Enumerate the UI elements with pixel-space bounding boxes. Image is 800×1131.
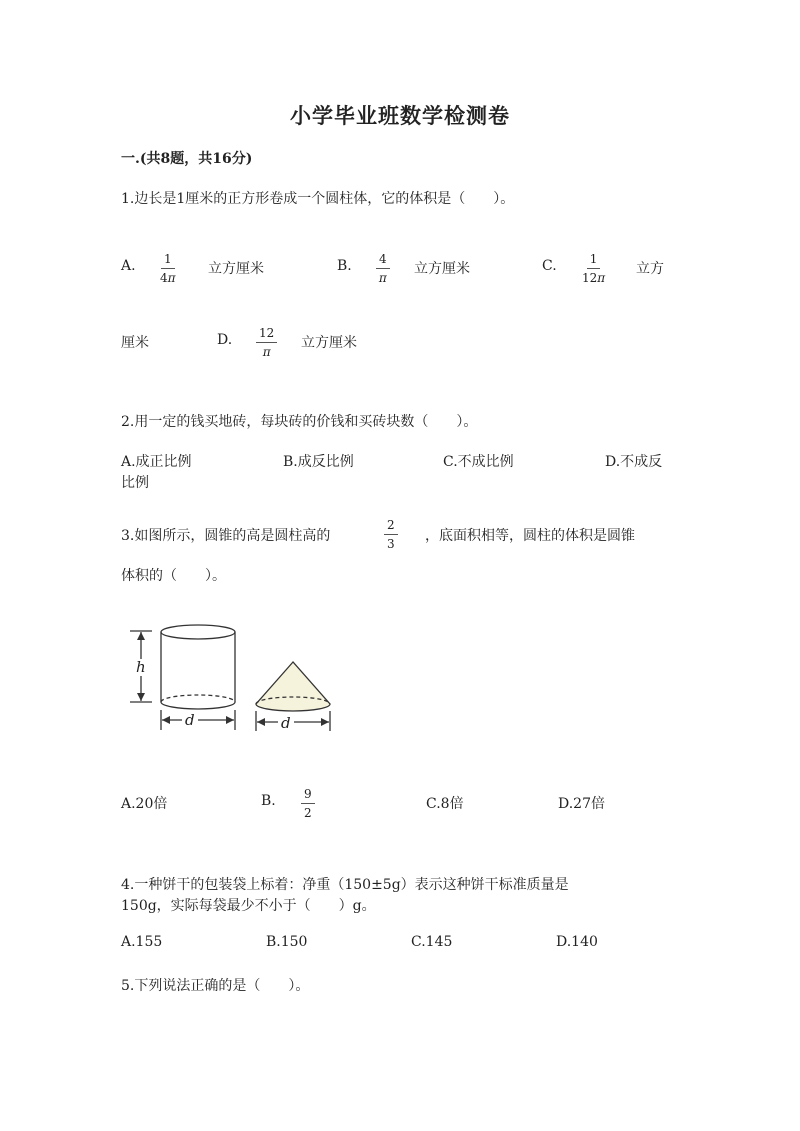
section-header: 一.(共8题，共16分) xyxy=(121,151,253,167)
question-3-stem-part-b: ，底面积相等，圆柱的体积是圆锥 xyxy=(425,528,635,544)
option-letter: B. xyxy=(261,793,276,809)
question-4-stem-line-2: 150g，实际每袋最少不小于（ ）g。 xyxy=(121,898,376,914)
option-fraction xyxy=(256,326,277,359)
fraction-denominator: 3 xyxy=(387,537,395,551)
question-2-option-d: D.不成反 xyxy=(605,454,663,470)
cylinder-diameter-label: d xyxy=(185,711,195,729)
fraction-denominator-symbol: π xyxy=(167,271,176,285)
question-4-option-b: B.150 xyxy=(266,934,308,950)
question-3-fraction xyxy=(384,518,398,551)
cylinder-bottom-back xyxy=(161,695,235,702)
question-2-option-c: C.不成比例 xyxy=(443,454,514,470)
cylinder-bottom-front xyxy=(161,702,235,709)
cylinder-arrowhead-left xyxy=(162,716,170,724)
fraction-numerator: 12 xyxy=(256,326,277,343)
question-3-option-a: A.20倍 xyxy=(121,796,168,812)
question-1-stem: 1.边长是1厘米的正方形卷成一个圆柱体，它的体积是（ ）。 xyxy=(121,191,515,207)
height-label: h xyxy=(136,658,146,676)
fraction-numerator: 2 xyxy=(384,518,398,535)
question-3-stem-part-c: 体积的（ ）。 xyxy=(121,568,226,584)
cylinder-cone-figure xyxy=(124,618,344,740)
fraction-denominator-number: 12 xyxy=(582,271,598,285)
fraction-numerator: 1 xyxy=(587,252,601,269)
option-unit: 立方厘米 xyxy=(208,261,264,277)
question-5-stem: 5.下列说法正确的是（ ）。 xyxy=(121,978,310,994)
question-3-option-c: C.8倍 xyxy=(426,796,464,812)
option-fraction xyxy=(160,252,176,285)
option-unit: 立方厘米 xyxy=(414,261,470,277)
option-fraction xyxy=(301,787,315,820)
question-4-option-a: A.155 xyxy=(121,934,163,950)
question-2-option-d-continuation: 比例 xyxy=(121,475,149,491)
question-2-stem: 2.用一定的钱买地砖，每块砖的价钱和买砖块数（ ）。 xyxy=(121,414,478,430)
question-3-option-d: D.27倍 xyxy=(558,796,605,812)
height-arrowhead-bottom xyxy=(137,693,145,701)
option-fraction xyxy=(376,252,390,285)
cone-diameter-label: d xyxy=(281,714,291,732)
fraction-numerator: 1 xyxy=(161,252,175,269)
question-2-option-a: A.成正比例 xyxy=(121,454,192,470)
cone-arrowhead-left xyxy=(257,718,265,726)
question-3-stem-part-a: 3.如图所示，圆锥的高是圆柱高的 xyxy=(121,528,331,544)
option-letter: B. xyxy=(337,258,352,274)
question-4-option-c: C.145 xyxy=(411,934,453,950)
cone-body xyxy=(256,662,330,711)
fraction-numerator: 4 xyxy=(376,252,390,269)
fraction-denominator: 2 xyxy=(304,806,312,820)
question-2-option-b: B.成反比例 xyxy=(283,454,354,470)
fraction-denominator-symbol: π xyxy=(378,271,387,285)
height-arrowhead-top xyxy=(137,632,145,640)
cylinder-arrowhead-right xyxy=(226,716,234,724)
fraction-denominator-symbol: π xyxy=(597,271,606,285)
option-fraction xyxy=(582,252,605,285)
fraction-denominator-symbol: π xyxy=(262,345,271,359)
question-4-option-d: D.140 xyxy=(556,934,598,950)
cylinder-top xyxy=(161,625,235,639)
cone-arrowhead-right xyxy=(321,718,329,726)
option-letter: D. xyxy=(217,332,233,348)
option-letter: A. xyxy=(121,258,136,274)
option-unit: 立方厘米 xyxy=(301,335,357,351)
option-unit-continuation: 厘米 xyxy=(121,335,149,351)
option-letter: C. xyxy=(542,258,557,274)
fraction-numerator: 9 xyxy=(301,787,315,804)
fraction-denominator-number: 4 xyxy=(160,271,168,285)
page-title: 小学毕业班数学检测卷 xyxy=(290,103,510,128)
option-unit: 立方 xyxy=(636,261,664,277)
question-4-stem-line-1: 4.一种饼干的包装袋上标着：净重（150±5g）表示这种饼干标准质量是 xyxy=(121,877,569,893)
